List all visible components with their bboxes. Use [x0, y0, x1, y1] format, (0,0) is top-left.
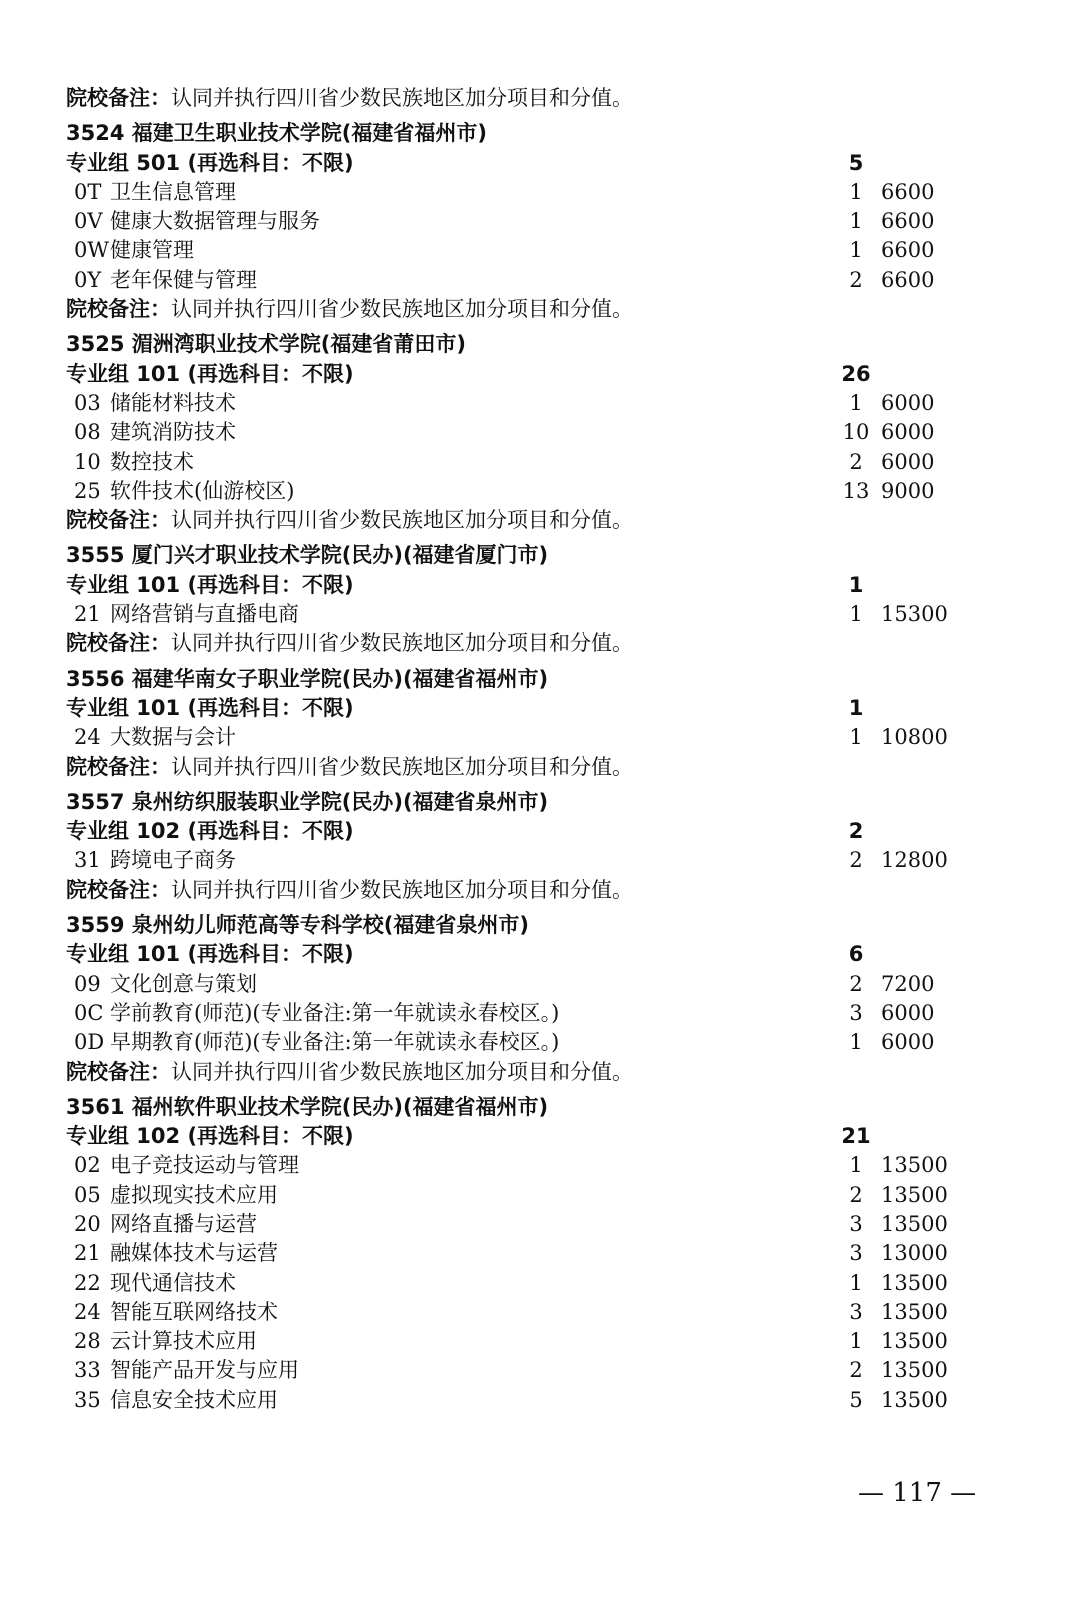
major-fee: 6600	[881, 267, 935, 292]
remark-text: 认同并执行四川省少数民族地区加分项目和分值。	[171, 754, 633, 779]
major-count: 3	[849, 1299, 863, 1324]
remark-text: 认同并执行四川省少数民族地区加分项目和分值。	[171, 631, 633, 656]
school-title: 3556 福建华南女子职业学院(民办)(福建省福州市)	[66, 666, 549, 691]
major-name: 电子竞技运动与管理	[110, 1153, 299, 1178]
major-row	[66, 1151, 1026, 1180]
remark-label: 院校备注：	[66, 297, 171, 322]
major-row	[66, 600, 1026, 629]
major-row	[66, 448, 1026, 477]
major-fee: 6600	[881, 238, 935, 263]
group-count: 6	[848, 942, 864, 967]
major-fee: 6600	[881, 209, 935, 234]
major-count: 1	[849, 1153, 863, 1178]
major-row	[66, 1386, 1026, 1415]
major-row	[66, 970, 1026, 999]
major-name: 储能材料技术	[110, 390, 236, 415]
major-row	[66, 1028, 1026, 1057]
major-row	[66, 178, 1026, 207]
school-remark	[66, 295, 1026, 324]
major-code: 22	[74, 1270, 101, 1295]
major-count: 1	[849, 390, 863, 415]
major-name: 智能互联网络技术	[110, 1299, 278, 1324]
school-remark	[66, 506, 1026, 535]
major-code: 21	[74, 1241, 101, 1266]
major-fee: 10800	[881, 725, 948, 750]
major-count: 2	[849, 1358, 863, 1383]
remark-text: 认同并执行四川省少数民族地区加分项目和分值。	[171, 1059, 633, 1084]
major-group	[66, 360, 1026, 389]
major-row	[66, 1239, 1026, 1268]
major-row	[66, 236, 1026, 265]
major-count: 3	[849, 1241, 863, 1266]
major-code: 35	[74, 1387, 101, 1412]
major-fee: 13500	[881, 1270, 948, 1295]
major-fee: 12800	[881, 848, 948, 873]
major-count: 1	[849, 1030, 863, 1055]
major-fee: 6000	[881, 420, 935, 445]
major-group	[66, 149, 1026, 178]
major-fee: 6000	[881, 449, 935, 474]
major-count: 1	[849, 209, 863, 234]
major-code: 10	[74, 449, 101, 474]
school-remark	[66, 876, 1026, 905]
major-count: 2	[849, 449, 863, 474]
major-group	[66, 1122, 1026, 1151]
major-name: 现代通信技术	[110, 1270, 236, 1295]
major-fee: 6600	[881, 179, 935, 204]
major-row	[66, 846, 1026, 875]
major-name: 早期教育(师范)(专业备注:第一年就读永春校区。)	[110, 1030, 560, 1055]
school-title: 3559 泉州幼儿师范高等专科学校(福建省泉州市)	[66, 913, 529, 938]
major-name: 智能产品开发与应用	[110, 1358, 299, 1383]
remark-label: 院校备注：	[66, 631, 171, 656]
major-fee: 13500	[881, 1211, 948, 1236]
major-name: 数控技术	[110, 449, 194, 474]
group-title: 专业组 102 (再选科目：不限)	[66, 1124, 354, 1149]
major-name: 健康大数据管理与服务	[110, 209, 320, 234]
major-count: 3	[849, 1000, 863, 1025]
major-fee: 13500	[881, 1329, 948, 1354]
major-code: 20	[74, 1211, 101, 1236]
major-code: 08	[74, 420, 101, 445]
major-row	[66, 1269, 1026, 1298]
school-remark	[66, 753, 1026, 782]
major-name: 大数据与会计	[110, 725, 236, 750]
major-fee: 9000	[881, 478, 935, 503]
major-row	[66, 266, 1026, 295]
major-count: 2	[849, 267, 863, 292]
major-name: 虚拟现实技术应用	[110, 1182, 278, 1207]
major-row	[66, 1181, 1026, 1210]
major-count: 1	[849, 725, 863, 750]
major-code: 02	[74, 1153, 101, 1178]
school-remark	[66, 1058, 1026, 1087]
major-count: 13	[842, 478, 870, 503]
major-group	[66, 694, 1026, 723]
major-fee: 13500	[881, 1358, 948, 1383]
major-fee: 13500	[881, 1387, 948, 1412]
major-row	[66, 418, 1026, 447]
major-fee: 6000	[881, 1000, 935, 1025]
remark-text: 认同并执行四川省少数民族地区加分项目和分值。	[171, 877, 633, 902]
group-title: 专业组 101 (再选科目：不限)	[66, 361, 354, 386]
major-fee: 13500	[881, 1153, 948, 1178]
group-count: 26	[841, 361, 871, 386]
group-title: 专业组 102 (再选科目：不限)	[66, 819, 354, 844]
major-name: 跨境电子商务	[110, 848, 236, 873]
major-code: 33	[74, 1358, 101, 1383]
major-row	[66, 1210, 1026, 1239]
school-remark: 院校备注：认同并执行四川省少数民族地区加分项目和分值。	[66, 86, 633, 110]
group-count: 2	[848, 819, 864, 844]
major-fee: 13500	[881, 1299, 948, 1324]
major-name: 卫生信息管理	[110, 179, 236, 204]
major-group	[66, 571, 1026, 600]
major-group	[66, 817, 1026, 846]
group-title: 专业组 101 (再选科目：不限)	[66, 695, 354, 720]
major-code: 0W	[74, 238, 109, 263]
school-title: 3555 厦门兴才职业技术学院(民办)(福建省厦门市)	[66, 543, 549, 568]
major-name: 信息安全技术应用	[110, 1387, 278, 1412]
group-count: 1	[848, 695, 864, 720]
major-count: 2	[849, 1182, 863, 1207]
major-code: 0T	[74, 179, 102, 204]
major-name: 融媒体技术与运营	[110, 1241, 278, 1266]
major-fee: 6000	[881, 390, 935, 415]
major-row	[66, 207, 1026, 236]
group-title: 专业组 101 (再选科目：不限)	[66, 572, 354, 597]
major-count: 10	[842, 420, 870, 445]
school-title: 3557 泉州纺织服装职业学院(民办)(福建省泉州市)	[66, 789, 549, 814]
major-fee: 6000	[881, 1030, 935, 1055]
remark-text: 认同并执行四川省少数民族地区加分项目和分值。	[171, 297, 633, 322]
major-fee: 13500	[881, 1182, 948, 1207]
group-count: 21	[841, 1124, 871, 1149]
major-name: 学前教育(师范)(专业备注:第一年就读永春校区。)	[110, 1000, 560, 1025]
group-title: 专业组 501 (再选科目：不限)	[66, 150, 354, 175]
remark-label: 院校备注：	[66, 508, 171, 533]
remark-label: 院校备注：	[66, 1059, 171, 1084]
remark-text: 认同并执行四川省少数民族地区加分项目和分值。	[171, 508, 633, 533]
major-group	[66, 940, 1026, 969]
major-count: 1	[849, 1270, 863, 1295]
major-row	[66, 1356, 1026, 1385]
school-title: 3561 福州软件职业技术学院(民办)(福建省福州市)	[66, 1094, 549, 1119]
remark-label: 院校备注：	[66, 754, 171, 779]
major-row	[66, 723, 1026, 752]
major-name: 云计算技术应用	[110, 1329, 257, 1354]
major-code: 31	[74, 848, 101, 873]
major-name: 老年保健与管理	[110, 267, 257, 292]
remark-label: 院校备注：	[66, 877, 171, 902]
major-count: 1	[849, 1329, 863, 1354]
major-code: 21	[74, 602, 101, 627]
major-fee: 13000	[881, 1241, 948, 1266]
major-name: 网络直播与运营	[110, 1211, 257, 1236]
school-title: 3525 湄洲湾职业技术学院(福建省莆田市)	[66, 332, 466, 357]
major-count: 1	[849, 238, 863, 263]
major-code: 24	[74, 1299, 101, 1324]
major-name: 软件技术(仙游校区)	[110, 478, 295, 503]
major-code: 0V	[74, 209, 103, 234]
major-count: 5	[849, 1387, 863, 1412]
major-code: 24	[74, 725, 101, 750]
admission-listing	[66, 84, 1026, 1415]
major-row	[66, 1298, 1026, 1327]
major-count: 2	[849, 848, 863, 873]
major-count: 1	[849, 602, 863, 627]
major-row	[66, 389, 1026, 418]
major-row	[66, 477, 1026, 506]
major-code: 05	[74, 1182, 101, 1207]
major-name: 健康管理	[110, 238, 194, 263]
major-row	[66, 999, 1026, 1028]
major-name: 网络营销与直播电商	[110, 602, 299, 627]
page-number: — 117 —	[858, 1478, 977, 1508]
major-name: 建筑消防技术	[110, 420, 236, 445]
major-count: 3	[849, 1211, 863, 1236]
group-count: 5	[848, 150, 864, 175]
major-code: 0C	[74, 1000, 104, 1025]
major-fee: 15300	[881, 602, 948, 627]
major-count: 1	[849, 179, 863, 204]
school-remark	[66, 629, 1026, 658]
major-row	[66, 1327, 1026, 1356]
major-code: 0Y	[74, 267, 102, 292]
major-fee: 7200	[881, 971, 935, 996]
major-name: 文化创意与策划	[110, 971, 257, 996]
major-count: 2	[849, 971, 863, 996]
school-title: 3524 福建卫生职业技术学院(福建省福州市)	[66, 121, 487, 146]
major-code: 28	[74, 1329, 101, 1354]
major-code: 09	[74, 971, 101, 996]
group-count: 1	[848, 572, 864, 597]
group-title: 专业组 101 (再选科目：不限)	[66, 942, 354, 967]
major-code: 03	[74, 390, 101, 415]
major-code: 0D	[74, 1030, 105, 1055]
major-code: 25	[74, 478, 101, 503]
